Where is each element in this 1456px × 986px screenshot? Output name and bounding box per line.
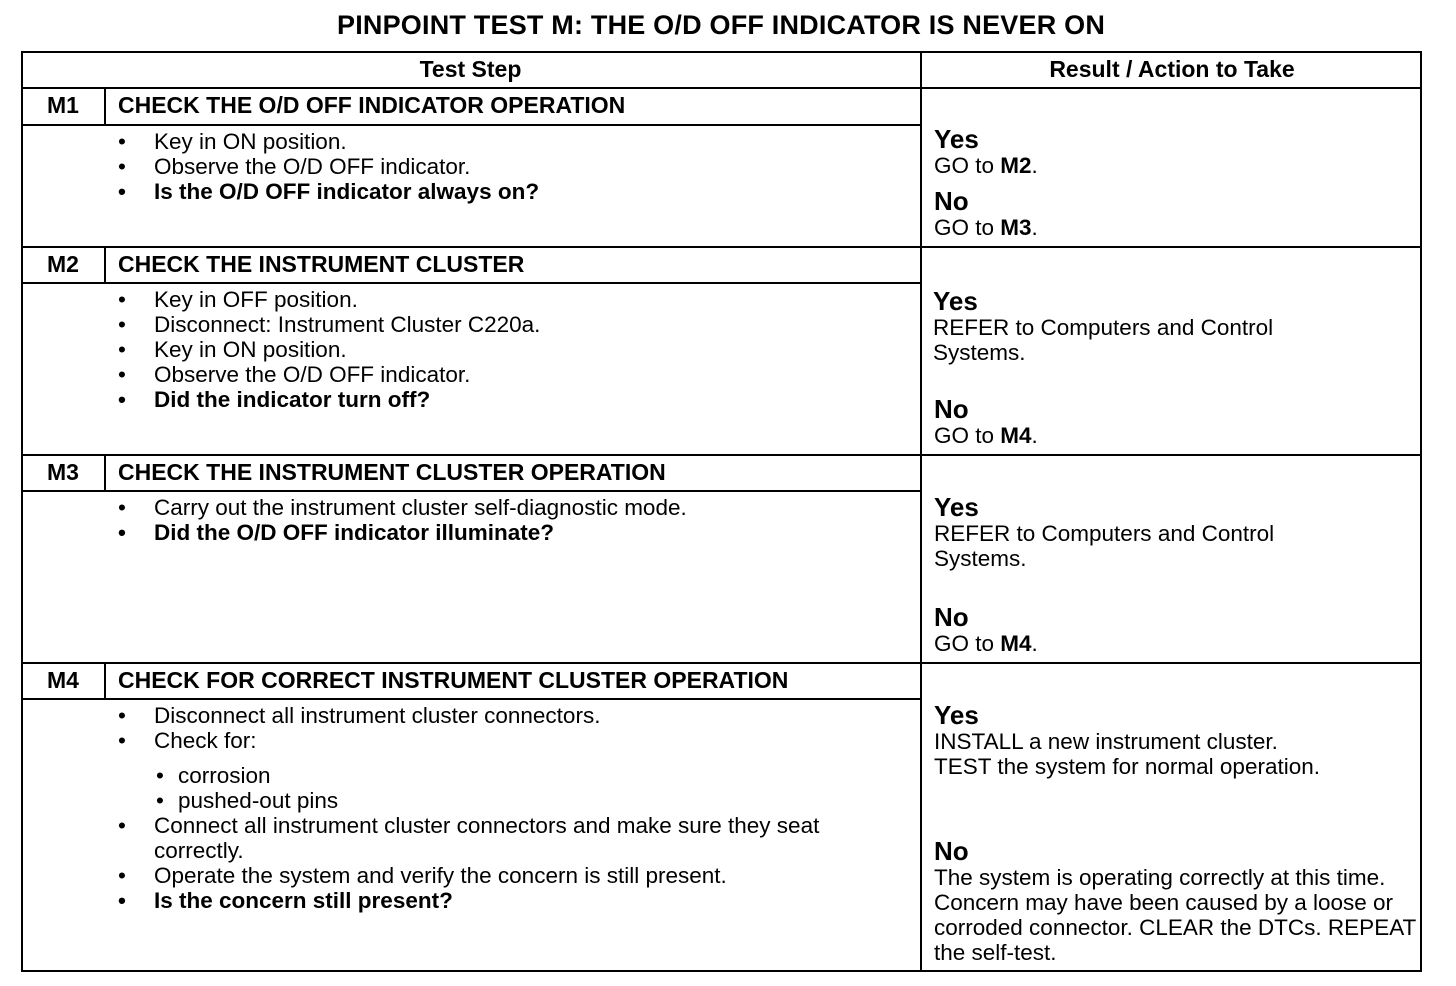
step-divider [21, 246, 1422, 248]
list-item: • Key in ON position. [118, 337, 347, 362]
no-action: GO to M4. [934, 423, 1038, 448]
yes-label: Yes [934, 700, 979, 730]
step-instructions-m2 [118, 287, 908, 412]
list-item: • Carry out the instrument cluster self-diagnostic mode. [118, 495, 687, 520]
no-action: The system is operating correctly at this time. Concern may have been caused by a loose or corroded connector. CLEAR the DTCs. REPEAT the self-test. [934, 865, 1416, 965]
yes-label: Yes [934, 492, 979, 522]
step-id-m4: M4 [47, 667, 79, 693]
step-id-divider [104, 246, 106, 283]
header-result: Result / Action to Take [1049, 56, 1295, 82]
step-question-m1: • Is the O/D OFF indicator always on? [118, 179, 540, 204]
no-label: No [934, 186, 969, 216]
list-item: • Observe the O/D OFF indicator. [118, 154, 471, 179]
yes-action: GO to M2. [934, 153, 1038, 178]
step-title-m1: CHECK THE O/D OFF INDICATOR OPERATION [118, 92, 626, 118]
no-label: No [934, 394, 969, 424]
step-result-m3 [934, 494, 1334, 571]
step-result-m2-no [934, 396, 1418, 448]
step-title-divider [21, 124, 921, 126]
list-item: • Observe the O/D OFF indicator. [118, 362, 471, 387]
step-id-divider [104, 454, 106, 491]
yes-action: REFER to Computers and Control Systems. [933, 315, 1274, 365]
step-result-m1 [934, 126, 1418, 240]
sub-list-item: • corrosion [156, 763, 271, 788]
step-title-m4: CHECK FOR CORRECT INSTRUMENT CLUSTER OPERATION [118, 667, 789, 693]
page-title: PINPOINT TEST M: THE O/D OFF INDICATOR IS NEVER ON [336, 10, 1106, 40]
step-result-m4-no [934, 838, 1418, 965]
step-title-m2: CHECK THE INSTRUMENT CLUSTER [118, 251, 525, 277]
step-divider [21, 454, 1422, 456]
sub-list-item: • pushed-out pins [156, 788, 339, 813]
step-title-m3: CHECK THE INSTRUMENT CLUSTER OPERATION [118, 459, 666, 485]
yes-action: INSTALL a new instrument cluster. [934, 729, 1278, 754]
list-item: • Disconnect: Instrument Cluster C220a. [118, 312, 541, 337]
list-item: • Key in ON position. [118, 129, 347, 154]
step-instructions-m4 [118, 703, 858, 913]
no-action: GO to M4. [934, 631, 1038, 656]
no-action: GO to M3. [934, 215, 1038, 240]
step-question-m3: • Did the O/D OFF indicator illuminate? [118, 520, 555, 545]
step-title-divider [21, 698, 921, 700]
list-item: • Key in OFF position. [118, 287, 358, 312]
step-title-divider [21, 282, 921, 284]
list-item: • Check for: [118, 728, 257, 753]
header-divider [21, 87, 1422, 89]
yes-label: Yes [934, 124, 979, 154]
step-title-divider [21, 490, 921, 492]
step-id-m3: M3 [47, 459, 79, 485]
step-question-m4: • Is the concern still present? [118, 888, 453, 913]
yes-label: Yes [933, 286, 978, 316]
step-divider [21, 662, 1422, 664]
step-instructions-m1 [118, 129, 908, 204]
step-result-m2 [933, 288, 1333, 365]
no-label: No [934, 836, 969, 866]
step-result-m3-no [934, 604, 1418, 656]
step-id-divider [104, 87, 106, 125]
step-question-m2: • Did the indicator turn off? [118, 387, 431, 412]
step-id-m1: M1 [47, 92, 79, 118]
list-item: • Operate the system and verify the concern is still present. [118, 863, 727, 888]
no-label: No [934, 602, 969, 632]
step-id-divider [104, 662, 106, 699]
list-item: • Connect all instrument cluster connectors and make sure they seat correctly. [118, 813, 820, 863]
step-instructions-m3 [118, 495, 908, 545]
column-divider [920, 51, 922, 972]
yes-action: TEST the system for normal operation. [934, 754, 1320, 779]
yes-action: REFER to Computers and Control Systems. [934, 521, 1275, 571]
list-item: • Disconnect all instrument cluster connectors. [118, 703, 601, 728]
step-result-m4 [934, 702, 1418, 779]
header-test-step: Test Step [419, 56, 522, 82]
step-id-m2: M2 [47, 251, 79, 277]
